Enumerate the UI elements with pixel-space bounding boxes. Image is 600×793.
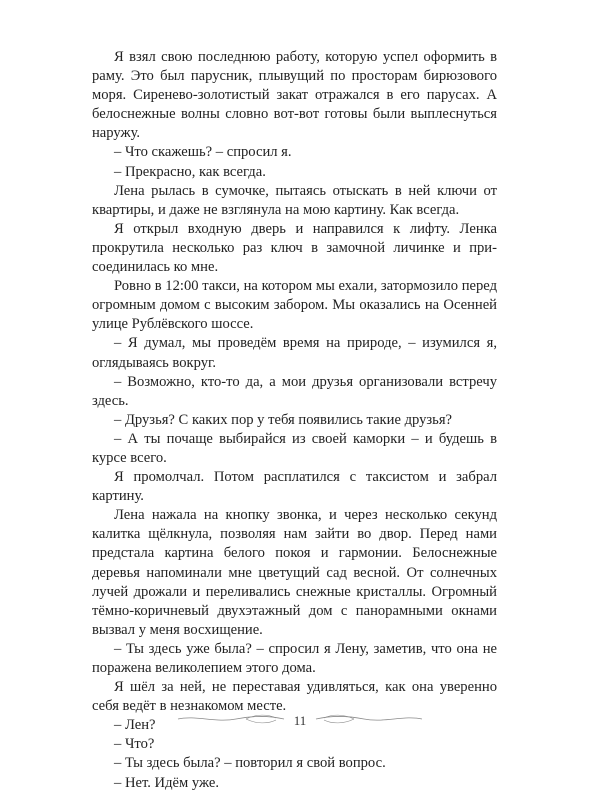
paragraph: – Лен? [114,717,156,734]
right-flourish-icon [314,713,424,725]
paragraph: Лена рылась в сумочке, пытаясь отыскать в ней ключи от квартиры, и даже не взглянула на мою картину. Как всегда. [92,182,497,218]
paragraph: Я взял свою последнюю работу, которую успел оформить в раму. Это был парусник, плывущий по просторам бирюзового моря. Сиренево-золотистый закат отражался в его парусах. А белоснежные волны словно вот-вот готовы были выплеснуться наружу. [92,49,497,142]
paragraph: – Я думал, мы проведём время на природе, – изумился я, оглядываясь вокруг. [92,335,497,371]
paragraph: – Что скажешь? – спросил я. [114,144,292,161]
body-text [92,48,497,793]
page-footer [0,707,600,731]
paragraph: – Что? [114,736,155,753]
paragraph: Я шёл за ней, не переставая удивляться, как она уверенно себя ведёт в незнакомом месте. [92,679,497,715]
paragraph: – Нет. Идём уже. [114,774,219,791]
paragraph: – Ты здесь была? – повторил я свой вопрос. [114,755,386,772]
page-number: 11 [293,712,307,728]
paragraph: Лена нажала на кнопку звонка, и через несколько секунд калитка щёлкнула, позволяя нам зайти во двор. Перед нами предстала картина белого покоя и гармонии. Белоснежные деревья напоминали мне цветущий сад весной. От солнечных лучей дрожали и переливались снежные кристаллы. Огромный тёмно-коричневый двухэтажный дом с панорамными окнами вызвал у меня восхищение. [92,507,497,638]
paragraph: – Ты здесь уже была? – спросил я Лену, заметив, что она не поражена великолепием этого дома. [92,640,497,676]
paragraph: Ровно в 12:00 такси, на котором мы ехали, затормозило перед огромным домом с высоким забором. Мы оказались на Осенней улице Рублёвского шоссе. [92,278,497,333]
paragraph: – Друзья? С каких пор у тебя появились такие друзья? [114,411,453,428]
left-flourish-icon [176,713,286,725]
paragraph: Я открыл входную дверь и направился к лифту. Ленка прокрутила несколько раз ключ в замочной личинке и присоединилась ко мне. [92,220,497,276]
paragraph: – А ты почаще выбирайся из своей каморки – и будешь в курсе всего. [92,430,497,466]
paragraph: Я промолчал. Потом расплатился с таксистом и забрал картину. [92,469,497,505]
paragraph: – Прекрасно, как всегда. [114,163,266,180]
paragraph: – Возможно, кто-то да, а мои друзья организовали встречу здесь. [92,373,497,409]
